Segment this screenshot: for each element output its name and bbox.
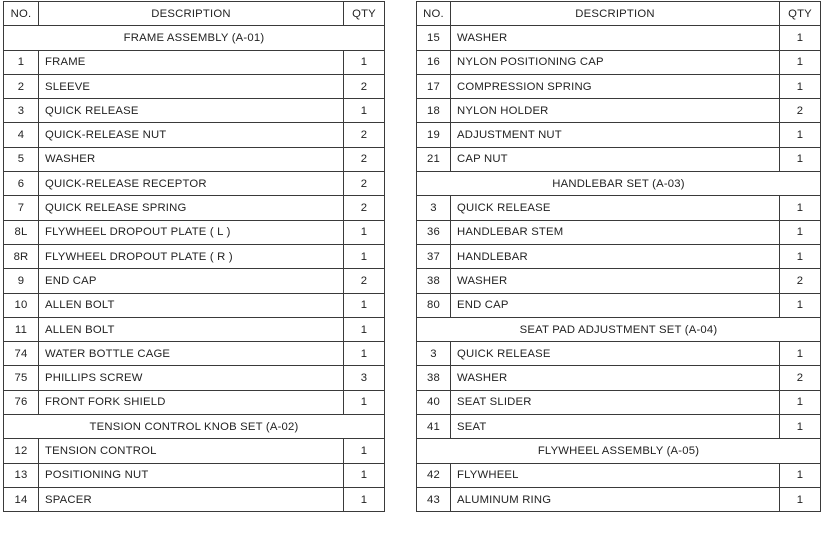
part-number: 7 bbox=[4, 196, 39, 220]
table-row bbox=[417, 269, 821, 293]
part-number: 75 bbox=[4, 366, 39, 390]
part-description: CAP NUT bbox=[451, 147, 780, 171]
part-description: POSITIONING NUT bbox=[39, 463, 344, 487]
part-description: NYLON HOLDER bbox=[451, 99, 780, 123]
part-number: 3 bbox=[417, 342, 451, 366]
part-qty: 1 bbox=[344, 463, 385, 487]
part-number: 3 bbox=[417, 196, 451, 220]
part-description: FRAME bbox=[39, 50, 344, 74]
part-description: QUICK RELEASE SPRING bbox=[39, 196, 344, 220]
header-no: NO. bbox=[417, 2, 451, 26]
part-description: WATER BOTTLE CAGE bbox=[39, 342, 344, 366]
part-description: ALUMINUM RING bbox=[451, 487, 780, 511]
part-qty: 1 bbox=[780, 415, 821, 439]
part-qty: 1 bbox=[344, 439, 385, 463]
part-description: ADJUSTMENT NUT bbox=[451, 123, 780, 147]
part-qty: 1 bbox=[344, 244, 385, 268]
table-row bbox=[4, 196, 385, 220]
part-qty: 1 bbox=[344, 50, 385, 74]
part-qty: 1 bbox=[780, 463, 821, 487]
part-description: WASHER bbox=[451, 366, 780, 390]
parts-table-right bbox=[416, 1, 821, 512]
part-description: END CAP bbox=[39, 269, 344, 293]
part-description: HANDLEBAR STEM bbox=[451, 220, 780, 244]
part-number: 11 bbox=[4, 317, 39, 341]
part-description: WASHER bbox=[451, 26, 780, 50]
table-row bbox=[4, 317, 385, 341]
part-description: FLYWHEEL DROPOUT PLATE ( R ) bbox=[39, 244, 344, 268]
header-row bbox=[4, 2, 385, 26]
part-number: 8L bbox=[4, 220, 39, 244]
part-qty: 1 bbox=[780, 220, 821, 244]
part-number: 19 bbox=[417, 123, 451, 147]
part-description: SEAT SLIDER bbox=[451, 390, 780, 414]
table-row bbox=[417, 123, 821, 147]
part-number: 15 bbox=[417, 26, 451, 50]
part-description: ALLEN BOLT bbox=[39, 293, 344, 317]
part-number: 16 bbox=[417, 50, 451, 74]
part-number: 9 bbox=[4, 269, 39, 293]
section-title: TENSION CONTROL KNOB SET (A-02) bbox=[4, 415, 385, 439]
part-number: 41 bbox=[417, 415, 451, 439]
part-number: 40 bbox=[417, 390, 451, 414]
part-description: QUICK RELEASE bbox=[451, 342, 780, 366]
part-number: 42 bbox=[417, 463, 451, 487]
part-qty: 2 bbox=[344, 123, 385, 147]
part-qty: 1 bbox=[780, 196, 821, 220]
part-description: COMPRESSION SPRING bbox=[451, 74, 780, 98]
table-row bbox=[417, 26, 821, 50]
part-number: 43 bbox=[417, 487, 451, 511]
part-description: QUICK-RELEASE RECEPTOR bbox=[39, 172, 344, 196]
part-description: FLYWHEEL DROPOUT PLATE ( L ) bbox=[39, 220, 344, 244]
part-qty: 2 bbox=[344, 74, 385, 98]
table-row bbox=[417, 487, 821, 511]
part-qty: 1 bbox=[780, 293, 821, 317]
header-qty: QTY bbox=[344, 2, 385, 26]
part-description: FRONT FORK SHIELD bbox=[39, 390, 344, 414]
table-row bbox=[4, 293, 385, 317]
part-number: 8R bbox=[4, 244, 39, 268]
part-description: PHILLIPS SCREW bbox=[39, 366, 344, 390]
part-description: TENSION CONTROL bbox=[39, 439, 344, 463]
part-qty: 1 bbox=[780, 147, 821, 171]
part-qty: 1 bbox=[344, 342, 385, 366]
part-qty: 1 bbox=[780, 390, 821, 414]
header-qty: QTY bbox=[780, 2, 821, 26]
table-row bbox=[4, 463, 385, 487]
part-qty: 1 bbox=[780, 26, 821, 50]
table-row bbox=[417, 50, 821, 74]
section-row bbox=[4, 415, 385, 439]
section-row bbox=[417, 317, 821, 341]
table-row bbox=[417, 99, 821, 123]
part-description: WASHER bbox=[451, 269, 780, 293]
part-qty: 1 bbox=[344, 293, 385, 317]
table-row bbox=[417, 390, 821, 414]
part-number: 38 bbox=[417, 366, 451, 390]
table-row bbox=[417, 74, 821, 98]
part-description: WASHER bbox=[39, 147, 344, 171]
part-number: 10 bbox=[4, 293, 39, 317]
table-row bbox=[4, 172, 385, 196]
part-number: 36 bbox=[417, 220, 451, 244]
table-row bbox=[4, 366, 385, 390]
part-number: 37 bbox=[417, 244, 451, 268]
table-row bbox=[417, 244, 821, 268]
part-qty: 1 bbox=[780, 487, 821, 511]
section-title: SEAT PAD ADJUSTMENT SET (A-04) bbox=[417, 317, 821, 341]
table-row bbox=[4, 50, 385, 74]
table-row bbox=[4, 123, 385, 147]
part-description: SEAT bbox=[451, 415, 780, 439]
table-row bbox=[4, 269, 385, 293]
table-row bbox=[417, 147, 821, 171]
part-number: 13 bbox=[4, 463, 39, 487]
part-description: ALLEN BOLT bbox=[39, 317, 344, 341]
part-number: 18 bbox=[417, 99, 451, 123]
header-description: DESCRIPTION bbox=[39, 2, 344, 26]
part-description: QUICK RELEASE bbox=[39, 99, 344, 123]
table-row bbox=[417, 293, 821, 317]
part-qty: 2 bbox=[344, 269, 385, 293]
table-row bbox=[417, 366, 821, 390]
table-row bbox=[4, 74, 385, 98]
table-row bbox=[4, 220, 385, 244]
header-no: NO. bbox=[4, 2, 39, 26]
part-qty: 1 bbox=[780, 342, 821, 366]
part-qty: 2 bbox=[780, 99, 821, 123]
table-row bbox=[4, 487, 385, 511]
part-qty: 1 bbox=[780, 244, 821, 268]
part-description: FLYWHEEL bbox=[451, 463, 780, 487]
part-description: HANDLEBAR bbox=[451, 244, 780, 268]
part-number: 17 bbox=[417, 74, 451, 98]
table-row bbox=[4, 439, 385, 463]
part-number: 14 bbox=[4, 487, 39, 511]
part-qty: 1 bbox=[344, 390, 385, 414]
part-qty: 1 bbox=[780, 123, 821, 147]
part-qty: 3 bbox=[344, 366, 385, 390]
part-qty: 2 bbox=[344, 172, 385, 196]
part-number: 74 bbox=[4, 342, 39, 366]
table-row bbox=[417, 220, 821, 244]
part-description: NYLON POSITIONING CAP bbox=[451, 50, 780, 74]
part-qty: 2 bbox=[780, 366, 821, 390]
table-row bbox=[4, 147, 385, 171]
part-description: END CAP bbox=[451, 293, 780, 317]
table-row bbox=[417, 196, 821, 220]
part-qty: 1 bbox=[344, 220, 385, 244]
section-title: FLYWHEEL ASSEMBLY (A-05) bbox=[417, 439, 821, 463]
section-title: HANDLEBAR SET (A-03) bbox=[417, 172, 821, 196]
table-row bbox=[4, 390, 385, 414]
part-number: 76 bbox=[4, 390, 39, 414]
section-title: FRAME ASSEMBLY (A-01) bbox=[4, 26, 385, 50]
part-description: QUICK-RELEASE NUT bbox=[39, 123, 344, 147]
part-qty: 2 bbox=[344, 147, 385, 171]
part-number: 80 bbox=[417, 293, 451, 317]
part-qty: 1 bbox=[344, 317, 385, 341]
part-number: 5 bbox=[4, 147, 39, 171]
section-row bbox=[417, 439, 821, 463]
header-description: DESCRIPTION bbox=[451, 2, 780, 26]
table-row bbox=[417, 415, 821, 439]
part-qty: 1 bbox=[780, 74, 821, 98]
part-number: 3 bbox=[4, 99, 39, 123]
table-row bbox=[4, 244, 385, 268]
part-number: 4 bbox=[4, 123, 39, 147]
part-qty: 2 bbox=[344, 196, 385, 220]
part-number: 12 bbox=[4, 439, 39, 463]
part-description: QUICK RELEASE bbox=[451, 196, 780, 220]
part-description: SPACER bbox=[39, 487, 344, 511]
part-number: 6 bbox=[4, 172, 39, 196]
part-qty: 1 bbox=[780, 50, 821, 74]
part-qty: 2 bbox=[780, 269, 821, 293]
section-row bbox=[417, 172, 821, 196]
part-number: 1 bbox=[4, 50, 39, 74]
part-number: 38 bbox=[417, 269, 451, 293]
part-qty: 1 bbox=[344, 99, 385, 123]
table-row bbox=[417, 342, 821, 366]
table-row bbox=[417, 463, 821, 487]
table-row bbox=[4, 342, 385, 366]
part-description: SLEEVE bbox=[39, 74, 344, 98]
part-qty: 1 bbox=[344, 487, 385, 511]
table-row bbox=[4, 99, 385, 123]
part-number: 2 bbox=[4, 74, 39, 98]
parts-table-left bbox=[3, 1, 385, 512]
part-number: 21 bbox=[417, 147, 451, 171]
header-row bbox=[417, 2, 821, 26]
section-row bbox=[4, 26, 385, 50]
